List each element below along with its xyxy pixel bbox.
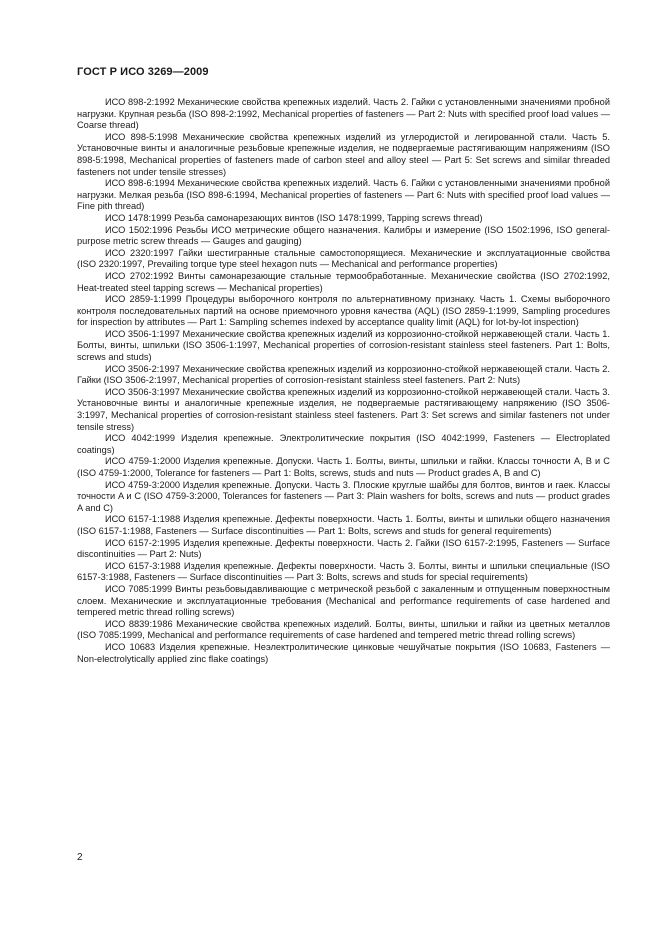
- reference-entry: ИСО 2320:1997 Гайки шестигранные стальные самостопорящиеся. Механические и эксплуатационные свойства (ISO 2320:1997, Prevailing torque type steel hexagon nuts — Mechanical and performance properties): [77, 247, 610, 270]
- reference-entry: ИСО 898-6:1994 Механические свойства крепежных изделий. Часть 6. Гайки с установленными значениями пробной нагрузки. Мелкая резьба (ISO 898-6:1994, Mechanical properties of fasteners — Part 6: Nuts with specified proof load values — Fine pith thread): [77, 178, 610, 212]
- page-number: 2: [77, 852, 83, 863]
- reference-entry: ИСО 4759-1:2000 Изделия крепежные. Допуски. Часть 1. Болты, винты, шпильки и гайки. Классы точности A, B и C (ISO 4759-1:2000, Tolerance for fasteners — Part 1: Bolts, screws, studs and nuts — Product grades A, B and C): [77, 456, 610, 478]
- reference-entry: ИСО 898-2:1992 Механические свойства крепежных изделий. Часть 2. Гайки с установленными значениями пробной нагрузки. Крупная резьба (ISO 898-2:1992, Mechanical properties of fasteners — Part 2: Nuts with specified proof load values — Coarse thread): [77, 97, 610, 131]
- reference-entry: ИСО 7085:1999 Винты резьбовыдавливающие с метрической резьбой с закаленным и отпущенным поверхностным слоем. Механические и эксплуатационные требования (Mechanical and performance requirements of case hardened and tempered metric thread rolling screws): [77, 583, 610, 618]
- reference-entry: ИСО 6157-3:1988 Изделия крепежные. Дефекты поверхности. Часть 3. Болты, винты и шпильки специальные (ISO 6157-3:1988, Fasteners — Surface discontinuities — Part 3: Bolts, screws and studs for special requirements): [77, 560, 610, 583]
- reference-entry: ИСО 4042:1999 Изделия крепежные. Электролитические покрытия (ISO 4042:1999, Fasteners — Electroplated coatings): [77, 433, 610, 455]
- document-header: ГОСТ Р ИСО 3269—2009: [77, 66, 209, 78]
- reference-entry: ИСО 3506-3:1997 Механические свойства крепежных изделий из коррозионно-стойкой нержавеющей стали. Часть 3. Установочные винты и аналогичные крепежные изделия, не подвергаемые растягивающему напряжению (ISO 3506-3:1997, Mechanical properties of corrosion-resistant stainless steel fasteners. Part 3: Set screws and similar fasteners not under tensile stress): [77, 386, 610, 432]
- reference-entry: ИСО 1502:1996 Резьбы ИСО метрические общего назначения. Калибры и измерение (ISO 1502:1996, ISO general-purpose metric screw threads — Gauges and gauging): [77, 224, 610, 247]
- reference-entry: ИСО 8839:1986 Механические свойства крепежных изделий. Болты, винты, шпильки и гайки из цветных металлов (ISO 7085:1999, Mechanical and performance requirements of case hardened and tempered metric thread rolling screws): [77, 618, 610, 641]
- reference-entry: ИСО 3506-1:1997 Механические свойства крепежных изделий из коррозионно-стойкой нержавеющей стали. Часть 1. Болты, винты, шпильки (ISO 3506-1:1997, Mechanical properties of corrosion-resistant stainless steel fasteners. Part 1: Bolts, screws and studs): [77, 328, 610, 363]
- reference-entry: ИСО 2702:1992 Винты самонарезающие стальные термообработанные. Механические свойства (ISO 2702:1992, Heat-treated steel tapping screws — Mechanical properties): [77, 270, 610, 293]
- reference-entry: ИСО 6157-1:1988 Изделия крепежные. Дефекты поверхности. Часть 1. Болты, винты и шпильки общего назначения (ISO 6157-1:1988, Fasteners — Surface discontinuities — Part 1: Bolts, screws and studs for general requirements): [77, 514, 610, 536]
- reference-entry: ИСО 898-5:1998 Механические свойства крепежных изделий из углеродистой и легированной стали. Часть 5. Установочные винты и аналогичные резьбовые крепежные изделия, не подвергаемые растягивающим напряжениям (ISO 898-5:1998, Mechanical properties of fasteners made of carbon steel and alloy steel — Part 5: Set screws and similar threaded fasteners not under tensile stresses): [77, 131, 610, 177]
- reference-entry: ИСО 10683 Изделия крепежные. Неэлектролитические цинковые чешуйчатые покрытия (ISO 10683, Fasteners — Non-electrolytically applied zinc flake coatings): [77, 641, 610, 664]
- reference-entry: ИСО 1478:1999 Резьба самонарезающих винтов (ISO 1478:1999, Tapping screws thread): [105, 212, 483, 223]
- reference-entry: ИСО 6157-2:1995 Изделия крепежные. Дефекты поверхности. Часть 2. Гайки (ISO 6157-2:1995, Fasteners — Surface discontinuities — Part 2: Nuts): [77, 537, 610, 560]
- reference-entry: ИСО 2859-1:1999 Процедуры выборочного контроля по альтернативному признаку. Часть 1. Схемы выборочного контроля последовательных партий на основе приемочного уровня качества (AQL) (ISO 2859-1:1999, Sampling procedures for inspection by attributes — Part 1: Sampling schemes indexed by acceptance quality limit (AQL) for lot-by-lot inspection): [77, 294, 610, 328]
- normative-references-list: [77, 97, 610, 665]
- reference-entry: ИСО 3506-2:1997 Механические свойства крепежных изделий из коррозионно-стойкой нержавеющей стали. Часть 2. Гайки (ISO 3506-2:1997, Mechanical properties of corrosion-resistant stainless steel fasteners. Part 2: Nuts): [77, 363, 610, 386]
- reference-entry: ИСО 4759-3:2000 Изделия крепежные. Допуски. Часть 3. Плоские круглые шайбы для болтов, винтов и гаек. Классы точности A и C (ISO 4759-3:2000, Tolerances for fasteners — Part 3: Plain washers for bolts, screws and nuts — product grades A and C): [77, 479, 610, 513]
